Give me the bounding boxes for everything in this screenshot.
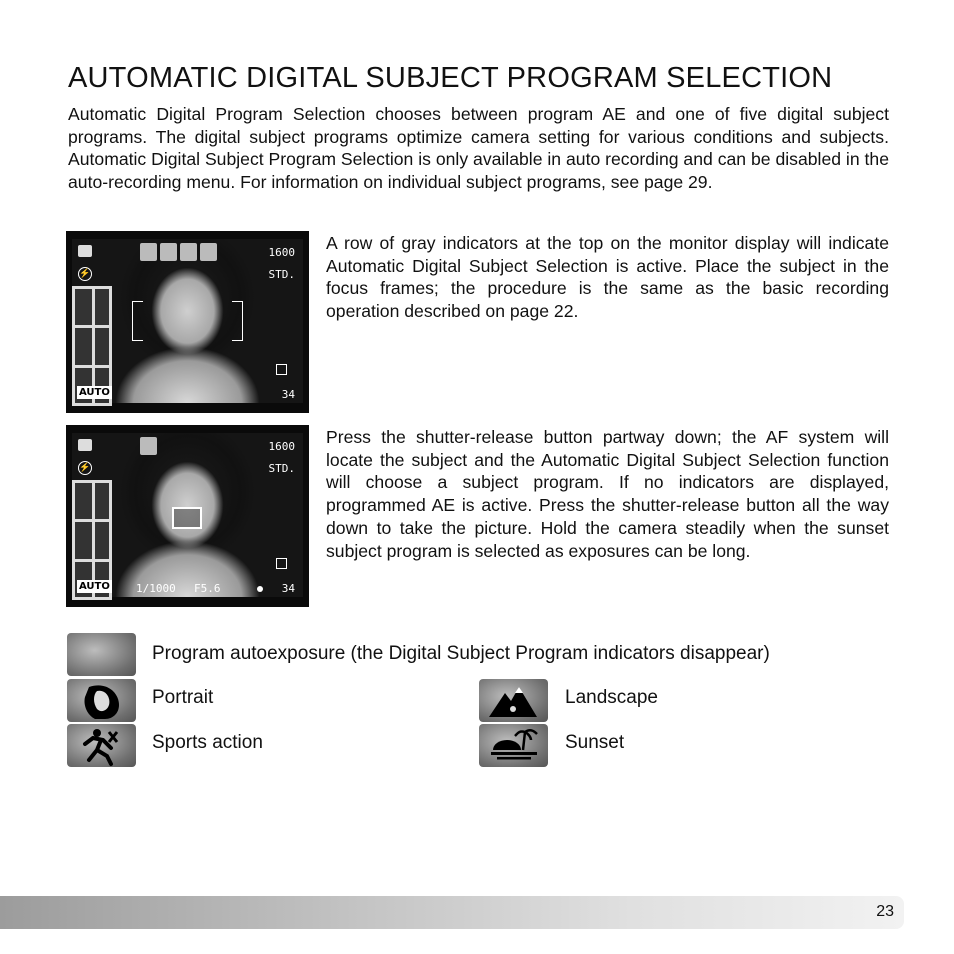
focus-frame-right <box>232 301 243 341</box>
subject-indicators <box>140 243 217 263</box>
monitor-display-2 <box>66 425 309 607</box>
auto-mode-badge: AUTO <box>79 387 110 398</box>
sunset-icon <box>479 724 548 767</box>
legend-label-program-ae: Program autoexposure (the Digital Subject Program indicators disappear) <box>152 643 770 664</box>
portrait-indicator-icon <box>140 437 157 455</box>
intro-paragraph: Automatic Digital Program Selection chooses between program AE and one of five digital subject programs. The digital subject programs optimize camera setting for various conditions and subjects. Automatic Digital Subject Program Selection is only available in auto recording and can be disabled in the auto-recording menu. For information on individual subject programs, see page 29. <box>68 104 889 193</box>
landscape-icon <box>479 679 548 722</box>
quality-readout: STD. <box>268 462 295 475</box>
legend-label-sunset: Sunset <box>565 732 625 753</box>
page-number: 23 <box>876 903 894 920</box>
legend-label-landscape: Landscape <box>565 687 658 708</box>
image-size-icon <box>276 558 287 569</box>
footer-bar <box>0 896 904 929</box>
legend-label-portrait: Portrait <box>152 687 214 708</box>
portrait-icon <box>67 679 136 722</box>
image-size-icon <box>276 364 287 375</box>
portrait-indicator-icon <box>140 243 157 261</box>
shutter-paragraph: Press the shutter-release button partway down; the AF system will locate the subject and the Automatic Digital Subject Selection function will choose a subject program. If no indicators are displayed, programmed AE is active. Press the shutter-release button all the way down to take the picture. Hold the camera steadily when the sunset subject program is selected as exposures can be long. <box>326 427 889 561</box>
auto-mode-badge: AUTO <box>79 581 110 592</box>
flash-icon: ⚡ <box>78 267 92 281</box>
iso-readout: 1600 <box>268 246 295 259</box>
focus-signal-icon <box>257 586 263 592</box>
subject-indicators <box>140 437 157 457</box>
frame-counter: 34 <box>281 582 295 595</box>
page-title: AUTOMATIC DIGITAL SUBJECT PROGRAM SELECTION <box>68 62 833 94</box>
camera-mode-icon <box>78 439 92 451</box>
monitor-display-1 <box>66 231 309 413</box>
flash-icon: ⚡ <box>78 461 92 475</box>
quality-readout: STD. <box>268 268 295 281</box>
sports-action-icon <box>67 724 136 767</box>
focus-frame-left <box>132 301 143 341</box>
camera-mode-icon <box>78 245 92 257</box>
frame-counter: 34 <box>281 388 295 401</box>
landscape-indicator-icon <box>180 243 197 261</box>
indicator-paragraph: A row of gray indicators at the top on the monitor display will indicate Automatic Digital Subject Selection is active. Place the subject in the focus frames; the procedure is the same as the basic recording operation described on page 22. <box>326 233 889 322</box>
sports-indicator-icon <box>160 243 177 261</box>
iso-readout: 1600 <box>268 440 295 453</box>
af-area-box <box>172 507 202 529</box>
aperture-readout: F5.6 <box>194 582 221 595</box>
program-ae-icon <box>67 633 136 676</box>
sunset-indicator-icon <box>200 243 217 261</box>
shutter-speed-readout: 1/1000 <box>136 582 176 595</box>
legend-label-sports: Sports action <box>152 732 263 753</box>
